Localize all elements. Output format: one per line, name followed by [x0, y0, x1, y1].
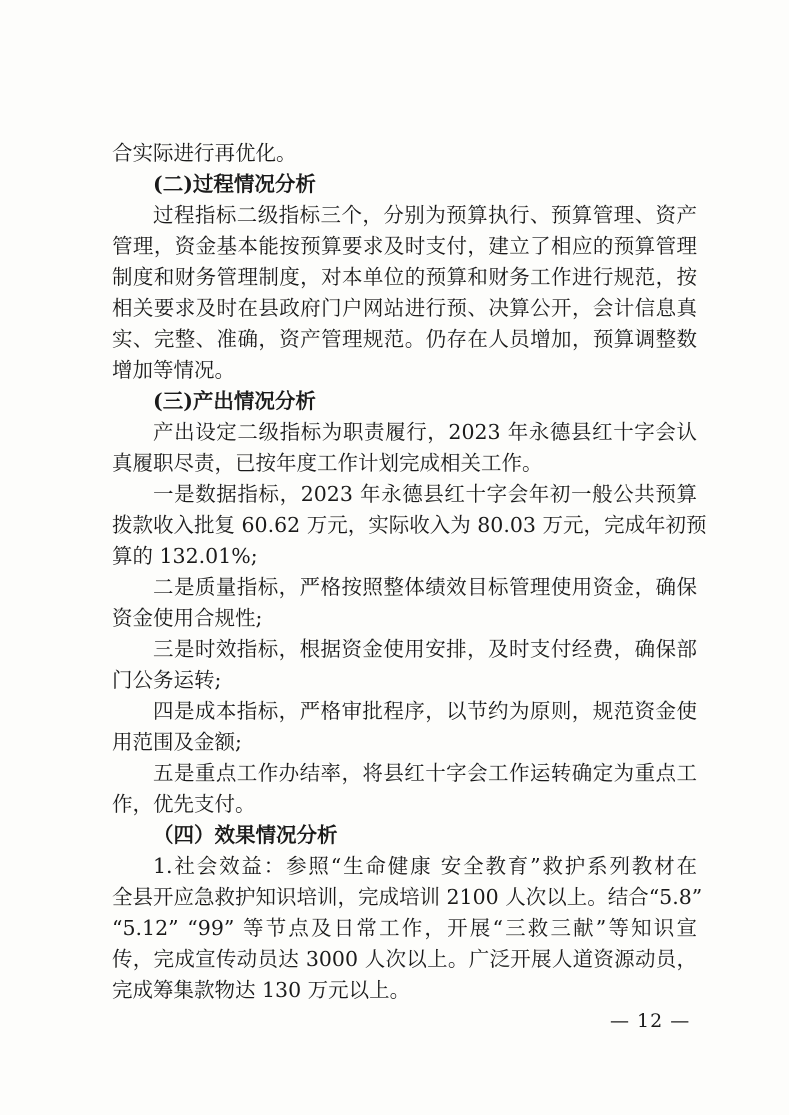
paragraph-line: 产出设定二级指标为职责履行，2023 年永德县红十字会认	[153, 420, 697, 444]
paragraph-line: 制度和财务管理制度，对本单位的预算和财务工作进行规范，按	[112, 265, 697, 289]
paragraph-line: 完成筹集款物达 130 万元以上。	[112, 978, 411, 1002]
paragraph-line: 二是质量指标，严格按照整体绩效目标管理使用资金，确保	[153, 575, 697, 599]
paragraph-line: 四是成本指标，严格审批程序，以节约为原则，规范资金使	[153, 699, 697, 723]
paragraph-line: 真履职尽责，已按年度工作计划完成相关工作。	[112, 451, 543, 475]
paragraph-line: 过程指标二级指标三个，分别为预算执行、预算管理、资产	[153, 203, 697, 227]
paragraph-line: 拨款收入批复 60.62 万元，实际收入为 80.03 万元，完成年初预	[112, 513, 707, 537]
paragraph-line: 作，优先支付。	[112, 792, 256, 816]
paragraph-line: 用范围及金额;	[112, 730, 242, 754]
paragraph-line: 全县开应急救护知识培训，完成培训 2100 人次以上。结合“5.8”	[112, 885, 703, 909]
paragraph-line: 管理，资金基本能按预算要求及时支付，建立了相应的预算管理	[112, 234, 697, 258]
section-heading: (二)过程情况分析	[153, 172, 316, 196]
section-heading: （四）效果情况分析	[153, 823, 338, 847]
paragraph-line: 五是重点工作办结率，将县红十字会工作运转确定为重点工	[153, 761, 697, 785]
document-body	[112, 138, 707, 1006]
paragraph-line: 一是数据指标，2023 年永德县红十字会年初一般公共预算	[153, 482, 697, 506]
paragraph-line: 1.社会效益：参照“生命健康 安全教育”救护系列教材在	[153, 854, 697, 878]
paragraph-line: 传，完成宣传动员达 3000 人次以上。广泛开展人道资源动员，	[112, 947, 697, 971]
paragraph-line: 实、完整、准确，资产管理规范。仍存在人员增加，预算调整数	[112, 327, 697, 351]
paragraph-line: 算的 132.01%;	[112, 544, 258, 568]
paragraph-line: 门公务运转;	[112, 668, 222, 692]
paragraph-line: “5.12” “99” 等节点及日常工作，开展“三救三献”等知识宣	[112, 916, 697, 940]
paragraph-line: 合实际进行再优化。	[112, 141, 297, 165]
paragraph-line: 增加等情况。	[112, 358, 235, 382]
page-number: — 12 —	[610, 1010, 691, 1032]
paragraph-line: 三是时效指标，根据资金使用安排，及时支付经费，确保部	[153, 637, 697, 661]
paragraph-line: 相关要求及时在县政府门户网站进行预、决算公开，会计信息真	[112, 296, 697, 320]
section-heading: (三)产出情况分析	[153, 389, 316, 413]
paragraph-line: 资金使用合规性;	[112, 606, 263, 630]
